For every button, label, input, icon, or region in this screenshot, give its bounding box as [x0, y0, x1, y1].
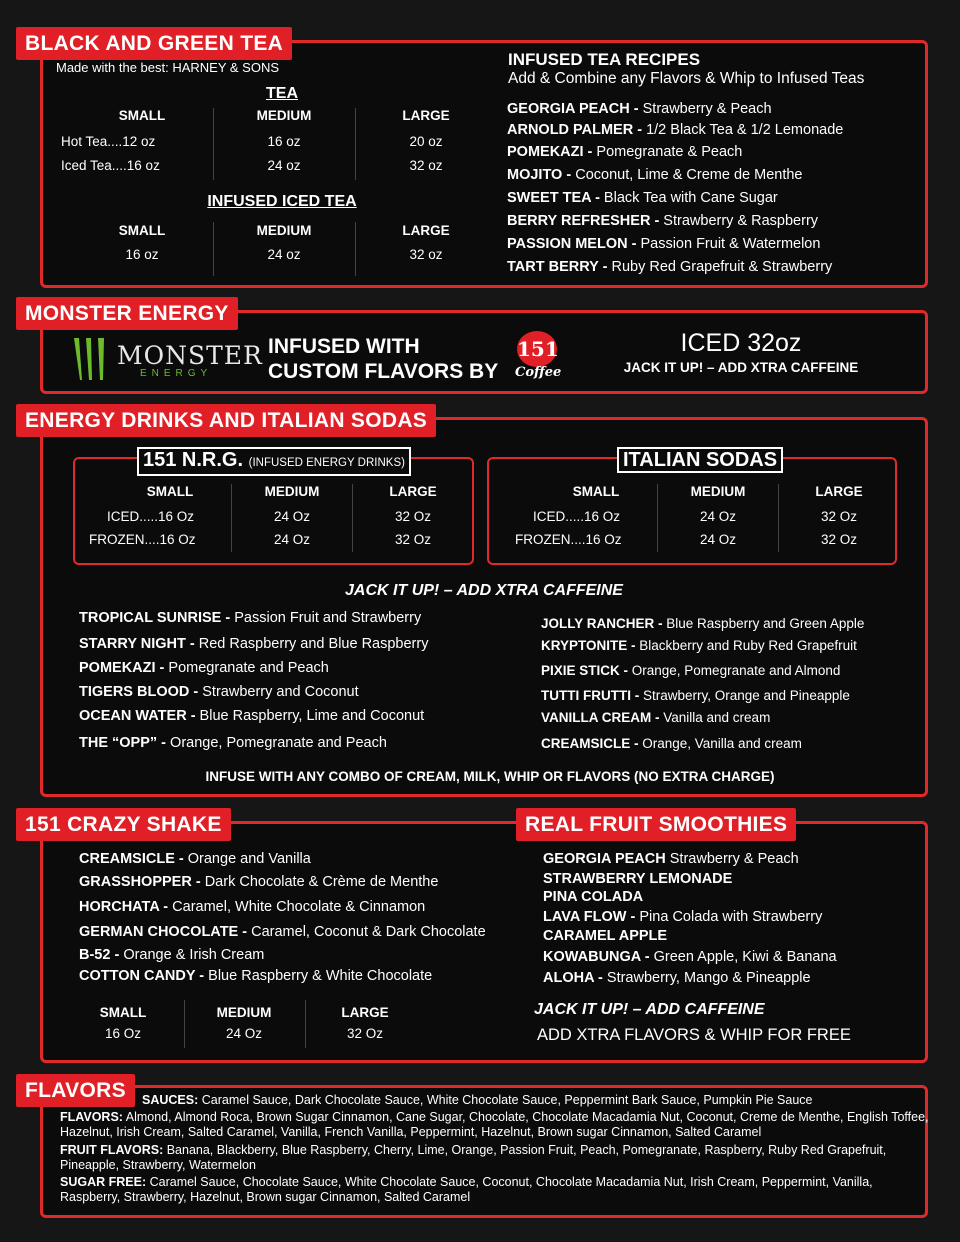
menu-item	[79, 734, 387, 752]
menu-item-desc: Caramel, White Chocolate & Cinnamon	[168, 899, 426, 915]
nrg-title-sub: (INFUSED ENERGY DRINKS)	[248, 457, 405, 469]
nrg-size-large: LARGE	[389, 484, 437, 499]
menu-item	[79, 898, 425, 916]
menu-item-name: ALOHA -	[543, 970, 603, 986]
menu-item	[541, 637, 857, 655]
divider	[231, 484, 232, 552]
menu-item-desc: Pomegranate and Peach	[164, 660, 329, 676]
sugar-free-line	[60, 1175, 930, 1205]
menu-item-desc: Strawberry & Peach	[638, 101, 772, 117]
infused-size-large: LARGE	[402, 223, 450, 238]
divider	[213, 222, 214, 276]
menu-item-name: PINA COLADA	[543, 889, 644, 905]
sauces-line	[142, 1093, 922, 1108]
menu-item-desc: Strawberry, Mango & Pineapple	[602, 970, 811, 986]
tea-hot-medium: 16 oz	[267, 134, 301, 149]
menu-item	[507, 166, 803, 184]
menu-item-desc: Ruby Red Grapefruit & Strawberry	[607, 259, 833, 275]
menu-item	[543, 870, 732, 888]
menu-item-desc: Blue Raspberry, Lime and Coconut	[195, 708, 425, 724]
infuse-note: INFUSE WITH ANY COMBO OF CREAM, MILK, WHIP OR FLAVORS (NO EXTRA CHARGE)	[205, 769, 775, 784]
menu-item	[507, 121, 843, 139]
menu-item-name: THE “OPP” -	[79, 735, 167, 751]
soda-frozen-medium: 24 Oz	[699, 532, 737, 547]
menu-item-name: OCEAN WATER -	[79, 708, 196, 724]
menu-item-name: BERRY REFRESHER -	[507, 213, 660, 229]
divider	[352, 484, 353, 552]
shake-tab: 151 CRAZY SHAKE	[16, 808, 231, 841]
fruit-flavors-label: FRUIT FLAVORS:	[60, 1143, 164, 1157]
tea-tab: BLACK AND GREEN TEA	[16, 27, 292, 60]
shake-size-large: LARGE	[341, 1005, 389, 1020]
nrg-size-medium: MEDIUM	[264, 484, 320, 499]
menu-item-desc: Strawberry and Coconut	[198, 684, 359, 700]
soda-iced-medium: 24 Oz	[699, 509, 737, 524]
monster-claw-icon	[71, 336, 111, 382]
menu-item-name: HORCHATA -	[79, 899, 169, 915]
smoothies-tab: REAL FRUIT SMOOTHIES	[516, 808, 796, 841]
made-with-text: Made with the best: HARNEY & SONS	[56, 60, 280, 75]
menu-item-name: JOLLY RANCHER -	[541, 616, 663, 631]
menu-item-name: GEORGIA PEACH -	[507, 101, 639, 117]
menu-item	[541, 687, 850, 705]
recipes-title: INFUSED TEA RECIPES	[508, 50, 701, 69]
menu-item	[79, 873, 438, 891]
menu-item	[79, 635, 428, 653]
nrg-iced-medium: 24 Oz	[273, 509, 311, 524]
menu-item	[79, 946, 264, 964]
coffee-logo-number: 151	[517, 337, 559, 361]
menu-item-name: COTTON CANDY -	[79, 968, 205, 984]
menu-item	[79, 683, 359, 701]
tea-iced-large: 32 oz	[409, 158, 443, 173]
monster-logo-word: MONSTER	[117, 341, 263, 370]
menu-item-desc: Green Apple, Kiwi & Banana	[649, 949, 837, 965]
menu-item-desc: Pomegranate & Peach	[592, 144, 743, 160]
nrg-frozen-small: FROZEN....16 Oz	[89, 532, 196, 547]
menu-item	[507, 258, 832, 276]
menu-item-desc: Pina Colada with Strawberry	[635, 909, 823, 925]
menu-item	[541, 662, 840, 680]
flavors-label: FLAVORS:	[60, 1110, 123, 1124]
menu-item-name: KOWABUNGA -	[543, 949, 650, 965]
menu-item-name: VANILLA CREAM -	[541, 710, 660, 725]
infused-small-value: 16 oz	[125, 247, 159, 262]
sauces-text: Caramel Sauce, Dark Chocolate Sauce, White Chocolate Sauce, Peppermint Bark Sauce, Pumpkin Pie Sauce	[198, 1093, 813, 1107]
infused-line-2: CUSTOM FLAVORS BY	[268, 360, 499, 383]
menu-item-name: GEORGIA PEACH	[543, 851, 666, 867]
shake-amount-medium: 24 Oz	[225, 1026, 263, 1041]
menu-item	[507, 100, 772, 118]
menu-item-desc: Strawberry, Orange and Pineapple	[639, 688, 850, 703]
menu-item-name: TART BERRY -	[507, 259, 608, 275]
menu-item	[541, 615, 864, 633]
infused-size-small: SMALL	[118, 223, 166, 238]
menu-item-desc: Blue Raspberry and Green Apple	[662, 616, 865, 631]
menu-item-name: MOJITO -	[507, 167, 572, 183]
menu-item	[543, 908, 822, 926]
infused-iced-tea-title: INFUSED ICED TEA	[207, 193, 357, 210]
menu-item-name: LAVA FLOW -	[543, 909, 636, 925]
coffee-logo	[515, 331, 561, 381]
menu-item	[507, 235, 820, 253]
menu-item	[543, 850, 799, 868]
menu-item-desc: Strawberry & Raspberry	[659, 213, 819, 229]
menu-item-name: PIXIE STICK -	[541, 663, 629, 678]
menu-item-name: ARNOLD PALMER -	[507, 122, 643, 138]
menu-item-desc: Strawberry & Peach	[665, 851, 799, 867]
menu-item	[543, 927, 667, 945]
menu-item-name: TROPICAL SUNRISE -	[79, 610, 231, 626]
soda-iced-small: ICED.....16 Oz	[533, 509, 621, 524]
nrg-iced-large: 32 Oz	[394, 509, 432, 524]
menu-item-name: TUTTI FRUTTI -	[541, 688, 640, 703]
divider	[213, 108, 214, 180]
infused-large-value: 32 oz	[409, 247, 443, 262]
tea-hot-small: Hot Tea....12 oz	[61, 134, 156, 149]
sugar-free-label: SUGAR FREE:	[60, 1175, 147, 1189]
shake-size-medium: MEDIUM	[216, 1005, 272, 1020]
soda-size-large: LARGE	[815, 484, 863, 499]
menu-item-desc: Red Raspberry and Blue Raspberry	[194, 636, 429, 652]
menu-item-desc: Orange, Pomegranate and Almond	[628, 663, 841, 678]
divider	[778, 484, 779, 552]
sugar-free-text: Caramel Sauce, Chocolate Sauce, White Chocolate Sauce, Coconut, Chocolate Macadamia Nut, Irish Cream, Peppermint, Vanilla, Raspberry, Strawberry, Hazelnut, Brown sugar Cinnamon, Salted Caramel	[60, 1175, 873, 1204]
menu-item	[543, 888, 643, 906]
menu-item-name: GERMAN CHOCOLATE -	[79, 924, 248, 940]
flavors-tab: FLAVORS	[16, 1074, 135, 1107]
sauces-label: SAUCES:	[142, 1093, 199, 1107]
shake-amount-large: 32 Oz	[346, 1026, 384, 1041]
menu-item	[79, 923, 486, 941]
tea-size-medium: MEDIUM	[256, 108, 312, 123]
menu-item-desc: Blue Raspberry & White Chocolate	[204, 968, 433, 984]
nrg-frozen-medium: 24 Oz	[273, 532, 311, 547]
menu-item-desc: Orange, Vanilla and cream	[638, 736, 802, 751]
divider	[657, 484, 658, 552]
tea-size-large: LARGE	[402, 108, 450, 123]
menu-item	[541, 735, 802, 753]
nrg-frozen-large: 32 Oz	[394, 532, 432, 547]
tea-size-small: SMALL	[118, 108, 166, 123]
menu-item	[79, 707, 424, 725]
tea-hot-large: 20 oz	[409, 134, 443, 149]
menu-item	[543, 969, 811, 987]
menu-item-desc: Black Tea with Cane Sugar	[599, 190, 778, 206]
soda-size-small: SMALL	[572, 484, 620, 499]
infused-size-medium: MEDIUM	[256, 223, 312, 238]
soda-iced-large: 32 Oz	[820, 509, 858, 524]
nrg-size-small: SMALL	[146, 484, 194, 499]
monster-tab: MONSTER ENERGY	[16, 297, 238, 330]
menu-item-name: KRYPTONITE -	[541, 638, 636, 653]
menu-item	[541, 709, 770, 727]
nrg-title-main: 151 N.R.G.	[143, 449, 244, 471]
menu-item-desc: Coconut, Lime & Creme de Menthe	[571, 167, 803, 183]
menu-item	[507, 189, 778, 207]
menu-item-name: GRASSHOPPER -	[79, 874, 201, 890]
menu-item-desc: 1/2 Black Tea & 1/2 Lemonade	[642, 122, 844, 138]
menu-item-name: CARAMEL APPLE	[543, 928, 668, 944]
iced-32oz: ICED 32oz	[680, 329, 802, 357]
menu-item-desc: Dark Chocolate & Crème de Menthe	[200, 874, 439, 890]
soda-frozen-large: 32 Oz	[820, 532, 858, 547]
menu-item	[507, 212, 818, 230]
menu-item-desc: Passion Fruit and Strawberry	[230, 610, 422, 626]
menu-item-desc: Passion Fruit & Watermelon	[636, 236, 821, 252]
menu-item	[79, 850, 311, 868]
menu-item-desc: Orange and Vanilla	[183, 851, 311, 867]
monster-logo-sub: ENERGY	[140, 368, 213, 379]
recipes-subtitle: Add & Combine any Flavors & Whip to Infused Teas	[508, 70, 865, 87]
soda-title: ITALIAN SODAS	[617, 447, 783, 473]
smoothies-extra: ADD XTRA FLAVORS & WHIP FOR FREE	[537, 1026, 851, 1044]
menu-item	[543, 948, 837, 966]
menu-item-name: POMEKAZI -	[507, 144, 593, 160]
tea-iced-small: Iced Tea....16 oz	[61, 158, 160, 173]
soda-frozen-small: FROZEN....16 Oz	[515, 532, 622, 547]
menu-item	[79, 967, 432, 985]
menu-item-name: CREAMSICLE -	[79, 851, 184, 867]
nrg-title	[137, 447, 411, 476]
shake-amount-small: 16 Oz	[104, 1026, 142, 1041]
menu-item-name: POMEKAZI -	[79, 660, 165, 676]
monster-jack-it-up: JACK IT UP! – ADD XTRA CAFFEINE	[623, 360, 859, 375]
coffee-logo-word: Coffee	[515, 365, 562, 380]
infused-line-1: INFUSED WITH	[268, 335, 420, 358]
menu-item-name: TIGERS BLOOD -	[79, 684, 199, 700]
infused-medium-value: 24 oz	[267, 247, 301, 262]
menu-item-desc: Vanilla and cream	[659, 710, 771, 725]
fruit-flavors-line	[60, 1143, 930, 1173]
menu-item-name: STRAWBERRY LEMONADE	[543, 871, 733, 887]
menu-item-name: SWEET TEA -	[507, 190, 600, 206]
flavors-line	[60, 1110, 930, 1140]
soda-size-medium: MEDIUM	[690, 484, 746, 499]
menu-item-desc: Caramel, Coconut & Dark Chocolate	[247, 924, 486, 940]
divider	[355, 222, 356, 276]
menu-item-desc: Orange & Irish Cream	[119, 947, 265, 963]
menu-item-desc: Blackberry and Ruby Red Grapefruit	[635, 638, 857, 653]
menu-item-desc: Orange, Pomegranate and Peach	[166, 735, 387, 751]
menu-item-name: PASSION MELON -	[507, 236, 637, 252]
menu-item	[79, 659, 329, 677]
flavors-text: Almond, Almond Roca, Brown Sugar Cinnamon, Cane Sugar, Chocolate, Chocolate Macadamia Nut, Coconut, Creme de Menthe, English Toffee, Hazelnut, Irish Cream, Salted Caramel, Vanilla, French Vanilla, Peppermint, Hazelnut, Brown sugar Cinnamon, Salted Caramel	[60, 1110, 929, 1139]
nrg-iced-small: ICED.....16 Oz	[107, 509, 195, 524]
menu-item	[507, 143, 742, 161]
tea-iced-medium: 24 oz	[267, 158, 301, 173]
menu-item-name: STARRY NIGHT -	[79, 636, 195, 652]
tea-title: TEA	[266, 85, 298, 102]
divider	[355, 108, 356, 180]
menu-item-name: CREAMSICLE -	[541, 736, 639, 751]
smoothies-jack-it-up: JACK IT UP! – ADD CAFFEINE	[534, 1001, 765, 1018]
energy-tab: ENERGY DRINKS AND ITALIAN SODAS	[16, 404, 436, 437]
divider	[184, 1000, 185, 1048]
energy-jack-it-up: JACK IT UP! – ADD XTRA CAFFEINE	[345, 582, 623, 599]
shake-size-small: SMALL	[99, 1005, 147, 1020]
menu-item-name: B-52 -	[79, 947, 120, 963]
menu-item	[79, 609, 421, 627]
divider	[305, 1000, 306, 1048]
fruit-flavors-text: Banana, Blackberry, Blue Raspberry, Cherry, Lime, Orange, Passion Fruit, Peach, Pomegranate, Raspberry, Ruby Red Grapefruit, Pineapple, Strawberry, Watermelon	[60, 1143, 887, 1172]
